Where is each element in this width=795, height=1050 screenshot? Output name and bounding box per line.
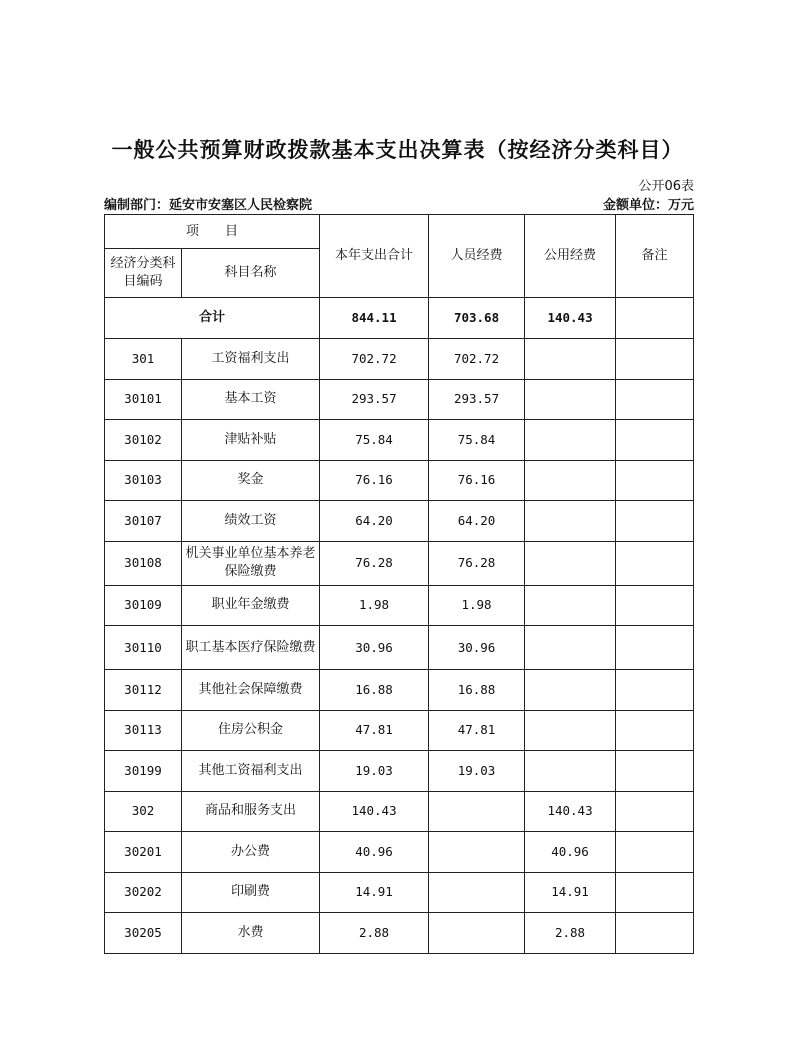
- row-personnel: 1.98: [429, 585, 525, 626]
- table-row: [105, 832, 694, 873]
- row-total: 140.43: [320, 791, 429, 832]
- row-public: [525, 751, 616, 792]
- row-total: 47.81: [320, 710, 429, 751]
- table-row: [105, 872, 694, 913]
- row-code: 30109: [105, 585, 182, 626]
- row-remark: [616, 751, 694, 792]
- meta-row: [104, 194, 694, 213]
- table-row: [105, 791, 694, 832]
- table-row: [105, 585, 694, 626]
- row-name: 办公费: [182, 832, 320, 873]
- row-personnel: [429, 872, 525, 913]
- row-personnel: 75.84: [429, 420, 525, 461]
- row-personnel: 702.72: [429, 339, 525, 380]
- row-name: 其他工资福利支出: [182, 751, 320, 792]
- row-remark: [616, 460, 694, 501]
- department-label: 编制部门：延安市安塞区人民检察院: [104, 198, 313, 213]
- row-remark: [616, 791, 694, 832]
- row-code: 30201: [105, 832, 182, 873]
- row-remark: [616, 379, 694, 420]
- row-personnel: 16.88: [429, 670, 525, 711]
- row-public: [525, 626, 616, 670]
- header-personnel: 人员经费: [429, 215, 525, 298]
- total-remark: [616, 298, 694, 339]
- total-personnel: 703.68: [429, 298, 525, 339]
- row-total: 14.91: [320, 872, 429, 913]
- table-row: [105, 501, 694, 542]
- expenditure-table: [104, 214, 694, 954]
- table-row: [105, 460, 694, 501]
- row-personnel: [429, 832, 525, 873]
- table-row: [105, 420, 694, 461]
- row-public: [525, 379, 616, 420]
- total-label: 合计: [105, 298, 320, 339]
- row-total: 76.28: [320, 541, 429, 585]
- row-remark: [616, 420, 694, 461]
- row-total: 30.96: [320, 626, 429, 670]
- row-public: 2.88: [525, 913, 616, 954]
- row-code: 30102: [105, 420, 182, 461]
- row-total: 40.96: [320, 832, 429, 873]
- row-name: 住房公积金: [182, 710, 320, 751]
- row-name: 水费: [182, 913, 320, 954]
- row-public: [525, 339, 616, 380]
- table-row: [105, 670, 694, 711]
- row-remark: [616, 913, 694, 954]
- row-total: 1.98: [320, 585, 429, 626]
- row-remark: [616, 339, 694, 380]
- row-total: 2.88: [320, 913, 429, 954]
- row-public: [525, 501, 616, 542]
- row-code: 302: [105, 791, 182, 832]
- unit-label: 金额单位：万元: [602, 198, 694, 213]
- table-row: [105, 541, 694, 585]
- row-personnel: 30.96: [429, 626, 525, 670]
- row-total: 64.20: [320, 501, 429, 542]
- row-public: 140.43: [525, 791, 616, 832]
- row-remark: [616, 585, 694, 626]
- row-remark: [616, 501, 694, 542]
- row-name: 职工基本医疗保险缴费: [182, 626, 320, 670]
- header-item: 项 目: [105, 215, 320, 249]
- row-total: 16.88: [320, 670, 429, 711]
- row-public: [525, 710, 616, 751]
- row-code: 30108: [105, 541, 182, 585]
- total-public: 140.43: [525, 298, 616, 339]
- row-total: 19.03: [320, 751, 429, 792]
- row-code: 30202: [105, 872, 182, 913]
- row-code: 30113: [105, 710, 182, 751]
- header-code: 经济分类科目编码: [105, 249, 182, 298]
- row-public: [525, 541, 616, 585]
- row-personnel: 76.28: [429, 541, 525, 585]
- table-row: [105, 379, 694, 420]
- row-name: 工资福利支出: [182, 339, 320, 380]
- form-code: 公开06表: [638, 179, 694, 194]
- total-row: [105, 298, 694, 339]
- row-code: 30110: [105, 626, 182, 670]
- row-code: 301: [105, 339, 182, 380]
- row-personnel: [429, 791, 525, 832]
- row-public: [525, 460, 616, 501]
- row-name: 奖金: [182, 460, 320, 501]
- row-personnel: 76.16: [429, 460, 525, 501]
- row-remark: [616, 626, 694, 670]
- header-remark: 备注: [616, 215, 694, 298]
- row-total: 293.57: [320, 379, 429, 420]
- row-code: 30199: [105, 751, 182, 792]
- row-remark: [616, 710, 694, 751]
- row-name: 机关事业单位基本养老保险缴费: [182, 541, 320, 585]
- page-title: 一般公共预算财政拨款基本支出决算表（按经济分类科目）: [111, 138, 684, 162]
- row-name: 职业年金缴费: [182, 585, 320, 626]
- header-public: 公用经费: [525, 215, 616, 298]
- row-name: 其他社会保障缴费: [182, 670, 320, 711]
- row-public: 14.91: [525, 872, 616, 913]
- row-personnel: 64.20: [429, 501, 525, 542]
- row-public: [525, 420, 616, 461]
- row-code: 30112: [105, 670, 182, 711]
- row-personnel: 19.03: [429, 751, 525, 792]
- total-amount: 844.11: [320, 298, 429, 339]
- row-code: 30101: [105, 379, 182, 420]
- row-name: 绩效工资: [182, 501, 320, 542]
- row-personnel: [429, 913, 525, 954]
- row-code: 30107: [105, 501, 182, 542]
- row-public: [525, 585, 616, 626]
- row-public: 40.96: [525, 832, 616, 873]
- row-public: [525, 670, 616, 711]
- table-row: [105, 339, 694, 380]
- row-code: 30205: [105, 913, 182, 954]
- table-row: [105, 626, 694, 670]
- row-remark: [616, 670, 694, 711]
- row-total: 702.72: [320, 339, 429, 380]
- table-row: [105, 710, 694, 751]
- row-personnel: 293.57: [429, 379, 525, 420]
- row-remark: [616, 832, 694, 873]
- header-total: 本年支出合计: [320, 215, 429, 298]
- row-name: 商品和服务支出: [182, 791, 320, 832]
- row-name: 印刷费: [182, 872, 320, 913]
- table-row: [105, 913, 694, 954]
- row-remark: [616, 872, 694, 913]
- row-code: 30103: [105, 460, 182, 501]
- row-name: 津贴补贴: [182, 420, 320, 461]
- header-name: 科目名称: [182, 249, 320, 298]
- row-remark: [616, 541, 694, 585]
- row-name: 基本工资: [182, 379, 320, 420]
- table-row: [105, 751, 694, 792]
- row-total: 75.84: [320, 420, 429, 461]
- row-personnel: 47.81: [429, 710, 525, 751]
- row-total: 76.16: [320, 460, 429, 501]
